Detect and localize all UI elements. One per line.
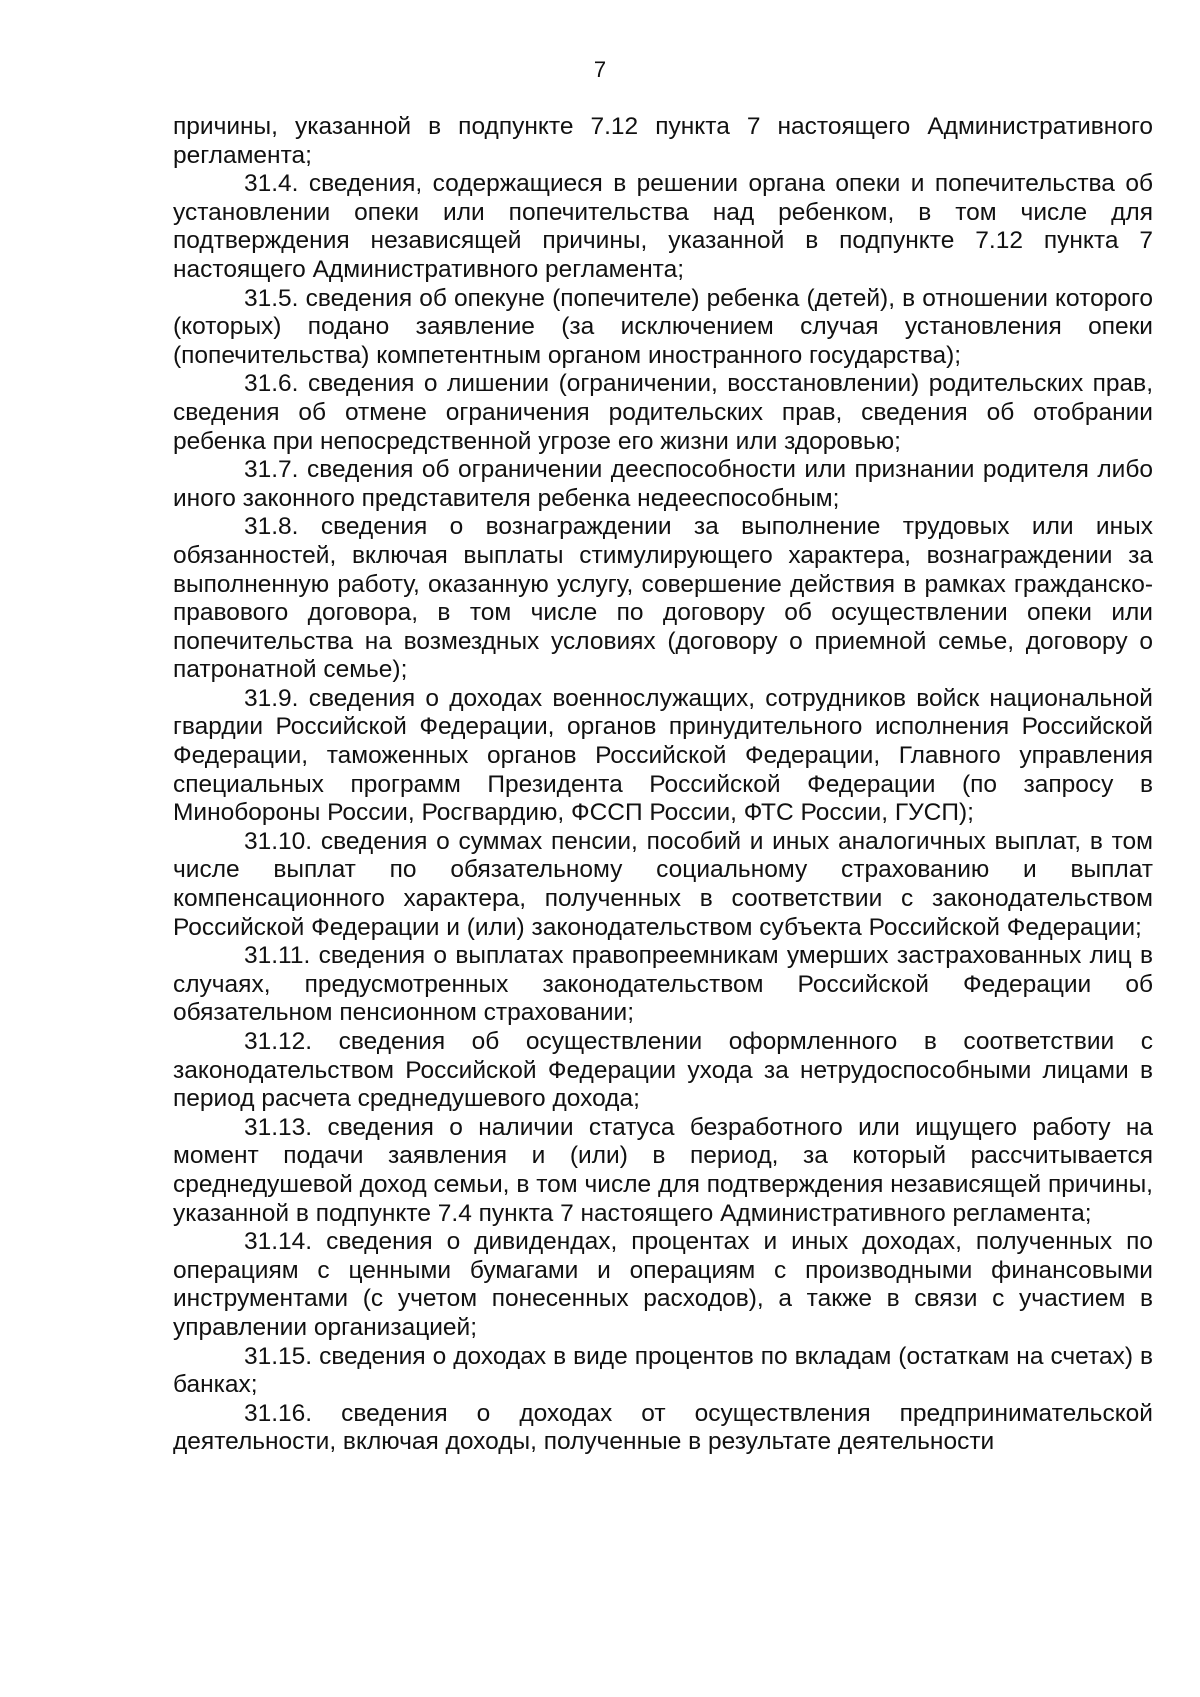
paragraph-31-8: 31.8. сведения о вознаграждении за выполнение трудовых или иных обязанностей, включая выплаты стимулирующего характера, вознаграждении за выполненную работу, оказанную услугу, совершение действия в рамках гражданско- правового договора, в том числе по договору об осуществлении опеки или попечительства на возмездных условиях (договору о приемной семье, договору о патронатной семье); — [173, 513, 1153, 684]
paragraph-continuation: причины, указанной в подпункте 7.12 пункта 7 настоящего Административного регламента; — [173, 113, 1153, 169]
paragraph-31-16: 31.16. сведения о доходах от осуществления предпринимательской деятельности, включая доходы, полученные в результате деятельности — [173, 1399, 1153, 1456]
paragraph-31-10: 31.10. сведения о суммах пенсии, пособий и иных аналогичных выплат, в том числе выплат по обязательному социальному страхованию и выплат компенсационного характера, полученных в соответствии с законодательством Российской Федерации и (или) законодательством субъекта Российской Федерации; — [173, 827, 1153, 941]
paragraph-31-12: 31.12. сведения об осуществлении оформленного в соответствии с законодательством Российской Федерации ухода за нетрудоспособными лицами в период расчета среднедушевого дохода; — [173, 1028, 1153, 1113]
paragraph-31-7: 31.7. сведения об ограничении дееспособности или признании родителя либо иного законного представителя ребенка недееспособным; — [173, 456, 1153, 512]
paragraph-31-11: 31.11. сведения о выплатах правопреемникам умерших застрахованных лиц в случаях, предусмотренных законодательством Российской Федерации об обязательном пенсионном страховании; — [173, 942, 1153, 1027]
paragraph-31-15: 31.15. сведения о доходах в виде процентов по вкладам (остаткам на счетах) в банках; — [173, 1342, 1153, 1399]
paragraph-31-4: 31.4. сведения, содержащиеся в решении органа опеки и попечительства об установлении опеки или попечительства над ребенком, в том числе для подтверждения независящей причины, указанной в подпункте 7.12 пункта 7 настоящего Административного регламента; — [173, 170, 1153, 283]
paragraph-31-5: 31.5. сведения об опекуне (попечителе) ребенка (детей), в отношении которого (которых) подано заявление (за исключением случая установления опеки (попечительства) компетентным органом иностранного государства); — [173, 284, 1153, 369]
paragraph-31-6: 31.6. сведения о лишении (ограничении, восстановлении) родительских прав, сведения об отмене ограничения родительских прав, сведения об отобрании ребенка при непосредственной угрозе его жизни или здоровью; — [173, 370, 1153, 455]
paragraph-31-14: 31.14. сведения о дивидендах, процентах и иных доходах, полученных по операциям с ценными бумагами и операциям с производными финансовыми инструментами (с учетом понесенных расходов), а также в связи с участием в управлении организацией; — [173, 1228, 1153, 1341]
paragraph-31-13: 31.13. сведения о наличии статуса безработного или ищущего работу на момент подачи заявления и (или) в период, за который рассчитывается среднедушевой доход семьи, в том числе для подтверждения независящей причины, указанной в подпункте 7.4 пункта 7 настоящего Административного регламента; — [173, 1113, 1153, 1227]
paragraph-31-9: 31.9. сведения о доходах военнослужащих, сотрудников войск национальной гвардии Российской Федерации, органов принудительного исполнения Российской Федерации, таможенных органов Российской Федерации, Главного управления специальных программ Президента Российской Федерации (по запросу в Минобороны России, Росгвардию, ФССП России, ФТС России, ГУСП); — [173, 684, 1153, 827]
document-body — [173, 113, 1153, 1457]
page-number: 7 — [593, 57, 607, 82]
